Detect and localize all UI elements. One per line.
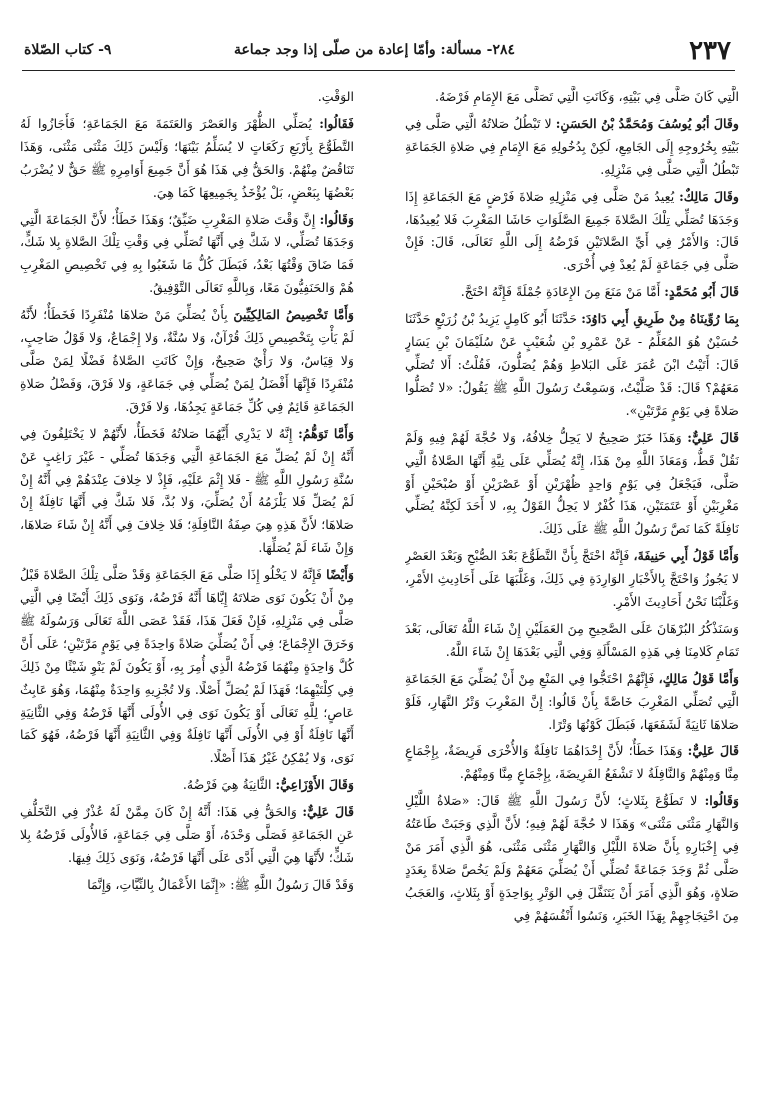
paragraph-text: لا تَطَوُّعَ بِثَلاثٍ؛ لأَنَّ رَسُولَ اللَّهِ ﷺ قَالَ: «صَلاةُ اللَّيْلِ وَالنَّهَارِ مَثْنَى مَثْنَى» وَهَذَا لا حُجَّةَ لَهُمْ فِيهِ؛ لأَنَّ الَّذِي وَجَبَتْ طَاعَتُهُ فِي إِخْبَارِهِ بِأَنَّ صَلاةَ اللَّيْلِ وَالنَّهَارِ مَثْنَى مَثْنَى، هُوَ الَّذِي أَمَرَ مَنْ صَلَّى ثُمَّ وَجَدَ جَمَاعَةً تُصَلِّي أَنْ يُصَلِّيَ مَعَهُمْ وَلَمْ يَخُصَّ صَلاةً بِعَدَدٍ صَلاةٍ، وَهُوَ الَّذِي أَمَرَ أَنْ يَتَنَفَّلَ فِي الوَتْرِ بِوَاحِدَةٍ أَوْ بِثَلاثٍ، وَالعَجَبُ مِنَ احْتِجَاجِهِمْ بِهَذَا الخَبَرِ، وَنَسُوا أَنْفُسَهُمْ فِي	[405, 793, 739, 923]
paragraph-text: وَسَنَذْكُرُ البُرْهَانَ عَلَى الصَّحِيحِ مِنَ العَمَلَيْنِ إِنْ شَاءَ اللَّهُ تَعَالَى، بَعْدَ تَمَامِ كَلامِنَا فِي هَذِهِ المَسْأَلَةِ وَفِي الَّتِي بَعْدَهَا إِنْ شَاءَ اللَّهُ.	[405, 620, 739, 659]
paragraph-lead: وَقَالَ الأَوْزَاعِيُّ:	[275, 777, 354, 793]
paragraph-text: الوَقْتِ.	[317, 89, 354, 104]
paragraph	[405, 186, 739, 278]
paragraph	[20, 304, 354, 419]
paragraph-text: يُعِيدُ مَنْ صَلَّى فِي مَنْزِلِهِ صَلاةَ فَرْضٍ مَعَ الجَمَاعَةِ إِذَا وَجَدَهَا تُصَلِّي تِلْكَ الصَّلاةَ جَمِيعَ الصَّلَوَاتِ حَاشَا المَغْرِبَ فَلا يُعِيدُهَا، قَالَ: وَالأَمْرُ فِي أَيِّ الصَّلاتَيْنِ فَرْضُهُ إِلَى اللَّهِ تَعَالَى، قَالَ: فَإِنْ صَلَّى فِي جَمَاعَةٍ لَمْ يُعِدْ فِي أُخْرَى.	[405, 188, 739, 273]
paragraph-text: لا تَبْطُلُ صَلاتُهُ الَّتِي صَلَّى فِي بَيْتِهِ بِخُرُوجِهِ إِلَى الجَامِعِ، لَكِنْ بِدُخُولِهِ مَعَ الإِمَامِ فِي صَلاةِ الجَمَاعَةِ تَبْطُلُ الَّتِي صَلَّى فِي مَنْزِلِهِ.	[405, 115, 739, 177]
paragraph	[20, 774, 354, 797]
paragraph-lead: وقَالَ أبُو يُوسُفَ وَمُحَمَّدُ بْنُ الحَسَنِ:	[555, 115, 739, 131]
book-title: ٩- كتاب الصّلاة	[24, 42, 112, 58]
paragraph	[405, 113, 739, 182]
paragraph-text: الثَّانِيَةُ هِيَ فَرْضُهُ.	[182, 777, 272, 793]
paragraph-lead: قَالَ عَلِيٌّ:	[302, 804, 354, 820]
left-text-column	[20, 86, 354, 1086]
paragraph-lead: وَقَالُوا:	[319, 211, 354, 227]
paragraph	[405, 545, 739, 614]
paragraph-text: وَقَدْ قَالَ رَسُولُ اللَّهِ ﷺ: «إِنَّمَا الأَعْمَالُ بِالنِّيَّاتِ، وَإِنَّمَا	[87, 876, 354, 892]
paragraph-lead: وَأَمَّا تَخْصِيصُ المَالِكِيِّينَ	[233, 307, 354, 323]
paragraph-text: فَإِنَّهُ احْتَجَّ بِأَنَّ التَّطَوُّعَ بَعْدَ الصُّبْحِ وَبَعْدَ العَصْرِ لا يَجُوزُ وَاحْتَجَّ بِالأَخْبَارِ الوَارِدَةِ فِي ذَلِكَ، وَغَلَّبَهَا عَلَى أَحَادِيثِ الأَمْرِ، وَغَلَّبْنَا نَحْنُ أَحَادِيثَ الأَمْرِ.	[405, 548, 739, 610]
paragraph	[405, 281, 739, 304]
section-title: ٢٨٤- مسألة: وأمّا إعادة من صلّى إذا وجد جماعة	[233, 42, 515, 58]
paragraph	[405, 427, 739, 542]
running-header	[22, 34, 735, 71]
paragraph-lead: وَأَيْضًا	[326, 567, 354, 583]
paragraph-text: الَّتِي كَانَ صَلَّى فِي بَيْتِهِ، وَكَانَتِ الَّتِي تَصَلَّى مَعَ الإِمَامِ فَرْضَهُ.	[435, 89, 739, 104]
paragraph-text: وَهَذَا خَبَرٌ صَحِيحٌ لا يَحِلُّ خِلافُهُ، وَلا حُجَّةَ لَهُمْ فِيهِ وَلَمْ نَقُلْ قَطُّ، وَمَعَاذَ اللَّهِ مِنْ هَذَا، إِنَّهُ يُصَلِّي عَلَى نِيَّةِ أَنَّهَا الصَّلاةُ الَّتِي صَلَّى، فَيَجْعَلُ فِي يَوْمٍ وَاحِدٍ ظُهْرَيْنِ أَوْ عَصْرَيْنِ أَوْ صُبْحَيْنِ أَوْ مَغْرِبَيْنِ أَوْ عَتَمَتَيْنِ، هَذَا كُفْرٌ لا يَحِلُّ القَوْلُ بِهِ، لا أَحَدَ لَكِنَّهُ يُصَلِّي نَافِلَةً كَمَا نَصَّ رَسُولُ اللَّهِ ﷺ عَلَى ذَلِكَ.	[405, 429, 739, 537]
paragraph	[20, 86, 354, 109]
paragraph-text: إِنَّ وَقْتَ صَلاةِ المَغْرِبِ ضَيِّقٌ؛ وَهَذَا خَطَأٌ؛ لأَنَّ الجَمَاعَةَ الَّتِي وَجَدَهَا تُصَلِّي، لا شَكَّ فِي أَنَّهَا تُصَلِّي فِي وَقْتِ تِلْكَ الصَّلاةِ بِلا شَكٍّ، فَمَا ضَاقَ وَقْتُهَا بَعْدُ، فَبَطَلَ كُلُّ مَا شَغَبُوا بِهِ فِي تَخْصِيصِ المَغْرِبِ هُمْ وَالحَنَفِيُّونَ مَعًا، وَبِاللَّهِ تَعَالَى التَّوْفِيقُ.	[20, 211, 354, 296]
right-text-column	[405, 86, 739, 1086]
paragraph	[405, 86, 739, 109]
paragraph-text: أَمَّا مَنْ مَنَعَ مِنَ الإِعَادَةِ جُمْلَةً فَإِنَّهُ احْتَجَّ.	[460, 284, 661, 300]
paragraph-lead: قَالَ أَبُو مُحَمَّدٍ:	[664, 284, 739, 300]
paragraph	[20, 874, 354, 897]
page-number: ٢٣٧	[689, 36, 731, 66]
paragraph-text: وَالحَقُّ فِي هَذَا: أَنَّهُ إِنْ كَانَ مِمَّنْ لَهُ عُذْرٌ فِي التَّخَلُّفِ عَنِ الجَمَاعَةِ فَصَلَّى وَحْدَهُ، أَوْ صَلَّى فِي جَمَاعَةٍ، فَالأُولَى فَرْضُهُ بِلا شَكٍّ؛ لأَنَّهَا هِيَ الَّتِي أَدَّى عَلَى أَنَّهَا فَرْضُهُ، وَنَوَى ذَلِكَ فِيهَا.	[20, 804, 354, 865]
paragraph-text: إِنَّهُ لا يَدْرِي أَيَّهُمَا صَلاتُهُ فَخَطَأٌ، لأَنَّهُمْ لا يَخْتَلِفُونَ فِي أَنَّهُ إِنْ لَمْ يُصَلِّ مَعَ الجَمَاعَةِ الَّتِي وَجَدَهَا تُصَلِّي - غَيْرَ رَاغِبٍ عَنْ سُنَّةِ رَسُولِ اللَّهِ ﷺ - فَلا إِثْمَ عَلَيْهِ، فَإِذْ لا خِلافَ عِنْدَهُمْ فِي أَنَّهُ إِنْ لَمْ يُصَلِّ فَلا يَلْزَمُهُ أَنْ يُصَلِّيَ، وَلا بُدَّ، فَلا شَكَّ فِي أَنَّهَا نَافِلَةٌ إِنْ صَلاهَا؛ لأَنَّ هَذِهِ هِيَ صِفَةُ النَّافِلَةِ؛ فَلا خِلافَ فِي أَنَّهُ إِنْ شَاءَ صَلاهَا، وَإِنْ شَاءَ لَمْ يُصَلِّهَا.	[20, 425, 354, 556]
paragraph-lead: وَأَمَّا قَوْلُ أَبِي حَنِيفَةَ،	[633, 548, 739, 564]
paragraph-text: يُصَلِّي الظُّهْرَ وَالعَصْرَ وَالعَتَمَةَ مَعَ الجَمَاعَةِ؛ فَأَجَازُوا لَهُ التَّطَوُّعَ بِأَرْبَعِ رَكَعَاتٍ لا يُسَلِّمُ بَيْنَهَا؛ وَلَيْسَ ذَلِكَ مَثْنَى مَثْنَى، وَهَذَا تَنَاقُضٌ مِنْهُمْ. وَالحَقُّ فِي هَذَا هُوَ أَنَّ جَمِيعَ أَوَامِرِهِ ﷺ حَقٌّ لا يُضْرَبُ بَعْضُهَا بِبَعْضٍ، بَلْ يُؤْخَذُ بِجَمِيعِهَا كَمَا هِيَ.	[20, 115, 354, 200]
paragraph	[405, 308, 739, 423]
paragraph-lead: قَالَ عَلِيٌّ:	[687, 743, 739, 759]
paragraph	[20, 801, 354, 870]
paragraph	[20, 113, 354, 205]
paragraph-lead: وَأَمَّا قَوْلُ مَالِكٍ،	[658, 670, 739, 686]
paragraph	[405, 618, 739, 664]
paragraph-text: وَهَذَا خَطَأٌ؛ لأَنَّ إِحْدَاهُمَا نَافِلَةٌ وَالأُخْرَى فَرِيضَةٌ، بِإِجْمَاعٍ مِنَّا وَمِنْهُمْ وَالنَّافِلَةُ لا تَشْفَعُ الفَرِيضَةَ، بِإِجْمَاعٍ مِنَّا وَمِنْهُمْ.	[405, 743, 739, 782]
paragraph	[20, 209, 354, 301]
paragraph-lead: قَالَ عَلِيٌّ:	[687, 429, 739, 445]
paragraph-text: فَإِنَّهُمْ احْتَجُّوا فِي المَنْعِ مِنْ أَنْ يُصَلِّيَ مَعَ الجَمَاعَةِ الَّتِي تُصَلِّي المَغْرِبَ خَاصَّةً بِأَنْ قَالُوا: إِنَّ المَغْرِبَ وَتْرُ النَّهَارِ، فَلَوْ صَلاهَا ثَانِيَةً لَشَفَعَهَا، فَبَطَلَ كَوْنُهَا وَتْرًا.	[405, 670, 739, 732]
paragraph-text: بِأَنْ يُصَلِّيَ مَنْ صَلاهَا مُنْفَرِدًا فَخَطَأٌ؛ لأَنَّهُ لَمْ يَأْتِ بِتَخْصِيصِ ذَلِكَ قُرْآنٌ، وَلا سُنَّةٌ، وَلا إِجْمَاعٌ، وَلا قَوْلُ صَاحِبٍ، وَلا قِيَاسٌ، وَلا رَأْيٌ صَحِيحٌ، وَإِنْ كَانَتِ الصَّلاةُ فَضْلًا لِمَنْ صَلَّى مُنْفَرِدًا فَإِنَّهَا أَفْضَلُ لِمَنْ يُصَلِّي فِي جَمَاعَةٍ، وَلا فَرْقَ، وَفَضْلُ صَلاةِ الجَمَاعَةِ قَائِمٌ فِي كُلِّ جَمَاعَةٍ يَجِدُهَا، وَلا فَرْقَ.	[20, 307, 354, 414]
paragraph-lead: وقَالَ مَالِكٌ:	[679, 188, 739, 204]
paragraph-lead: فَقَالُوا:	[319, 115, 354, 131]
paragraph-lead: وَقَالُوا:	[704, 793, 739, 809]
paragraph-text: فَإِنَّهُ لا يَخْلُو إِذَا صَلَّى مَعَ الجَمَاعَةِ وَقَدْ صَلَّى تِلْكَ الصَّلاةَ قَبْلُ مِنْ أَنْ يَكُونَ نَوَى صَلاتَهُ إِيَّاهَا أَنَّهُ فَرْضُهُ، وَنَوَى ذَلِكَ أَيْضًا فِي الَّتِي صَلَّى فِي مَنْزِلِهِ، فَإِنْ فَعَلَ هَذَا، فَقَدْ عَصَى اللَّهَ تَعَالَى وَرَسُولَهُ ﷺ وَخَرَقَ الإِجْمَاعَ؛ فِي أَنْ يُصَلِّيَ صَلاةً وَاحِدَةً فِي يَوْمٍ مَرَّتَيْنِ؛ عَلَى أَنَّ كُلَّ وَاحِدَةٍ مِنْهُمَا فَرْضُهُ الَّذِي أُمِرَ بِهِ، أَوْ يَكُونَ لَمْ يَنْوِ شَيْئًا مِنْ ذَلِكَ فِي كِلْتَيْهِمَا؛ فَهَذَا لَمْ يُصَلِّ أَصْلًا. وَلا تُجْزِيهِ وَاحِدَةٌ مِنْهُمَا، وَهُوَ عَابِثٌ عَاصٍ؛ لِلَّهِ تَعَالَى أَوْ يَكُونَ نَوَى فِي الأُولَى أَنَّهَا فَرْضُهُ وَفِي الثَّانِيَةِ أَنَّهَا نَافِلَةٌ أَوْ فِي الأُولَى أَنَّهَا نَافِلَةٌ وَفِي الثَّانِيَةِ أَنَّهَا فَرْضُهُ، فَهُوَ كَمَا نَوَى، وَلا يُمْكِنُ غَيْرُ هَذَا أَصْلًا.	[20, 567, 354, 766]
paragraph	[405, 740, 739, 786]
paragraph-text: حَدَّثَنَا أَبُو كَامِلٍ يَزِيدُ بْنُ زُرَيْعٍ حَدَّثَنَا حُسَيْنٌ هُوَ المُعَلِّمُ - عَنْ عَمْرِو بْنِ شُعَيْبٍ عَنْ سُلَيْمَانَ بْنِ يَسَارٍ قَالَ: أَتَيْتُ ابْنَ عُمَرَ عَلَى البَلاطِ وَهُمْ يُصَلُّونَ، فَقُلْتُ: أَلا تُصَلِّي مَعَهُمْ؟ قَالَ: قَدْ صَلَّيْتُ، وَسَمِعْتُ رَسُولَ اللَّهِ ﷺ يَقُولُ: «لا تُصَلُّوا صَلاةً فِي يَوْمٍ مَرَّتَيْنِ».	[405, 311, 739, 418]
paragraph-lead: وَأَمَّا تَوَهُّمُ:	[298, 425, 354, 441]
paragraph-lead: بِمَا رُوِّينَاهُ مِنْ طَرِيقِ أَبِي دَاوُدَ:	[581, 311, 739, 327]
paragraph	[405, 668, 739, 737]
paragraph	[20, 564, 354, 770]
paragraph	[20, 423, 354, 560]
paragraph	[405, 790, 739, 927]
